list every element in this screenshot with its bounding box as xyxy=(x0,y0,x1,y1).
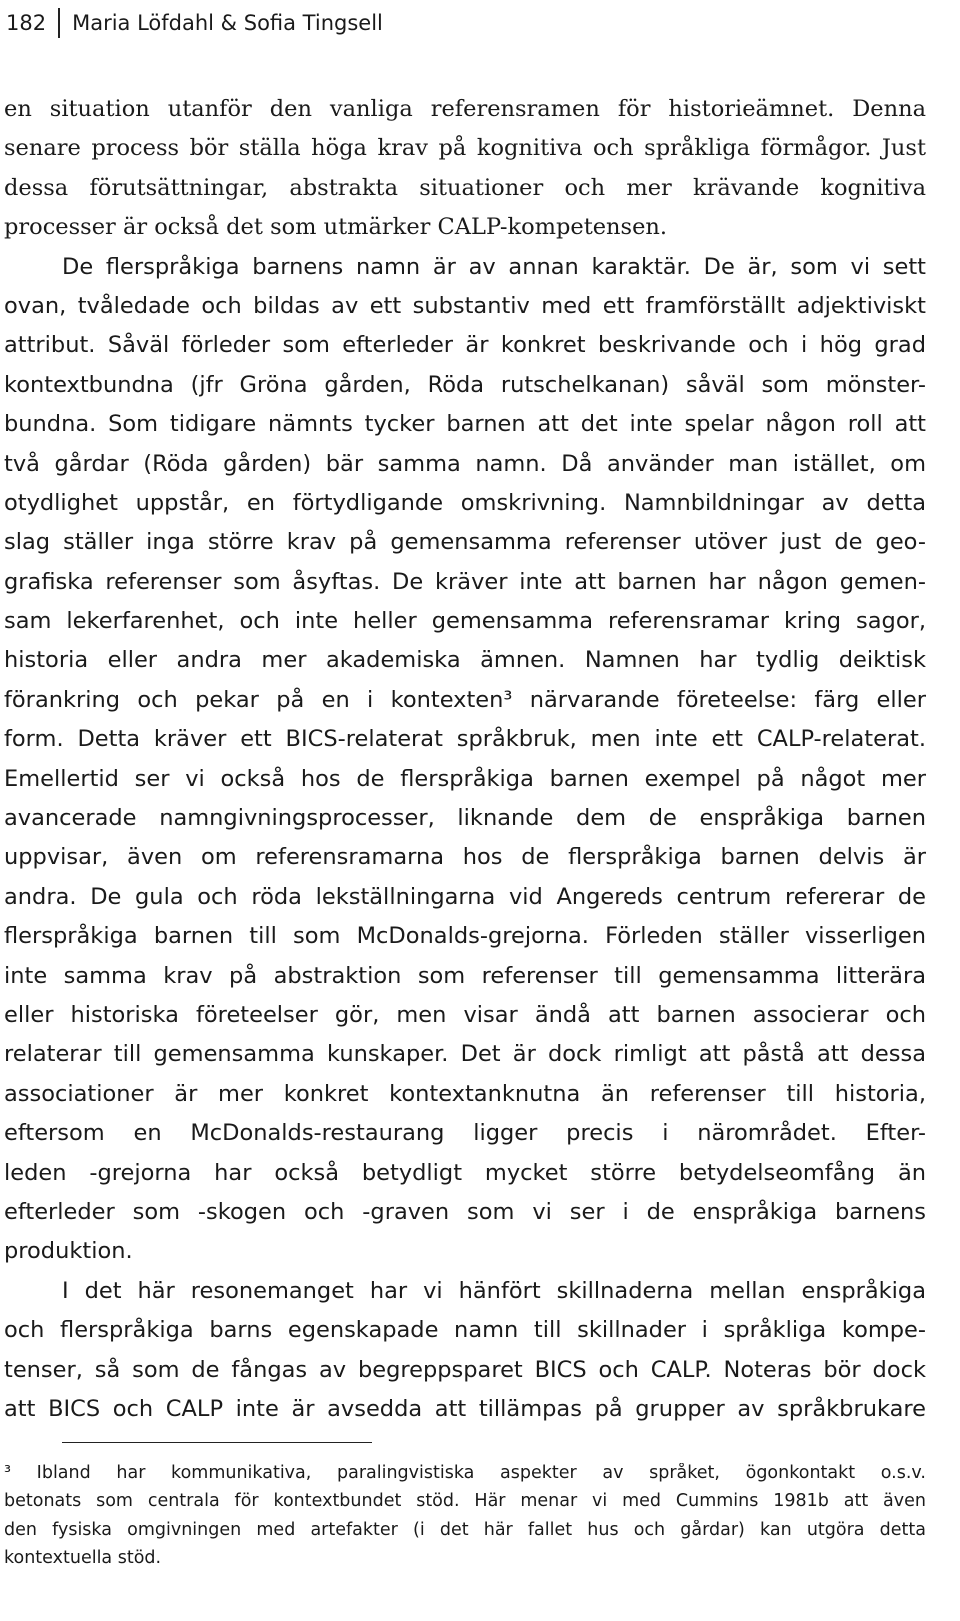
text-line: efterleder som -skogen och -graven som vi ser i de enspråkiga barnens xyxy=(4,1198,926,1225)
text-line: Emellertid ser vi också hos de flerspråkiga barnen exempel på något mer xyxy=(4,765,926,792)
text-line: dessa förutsättningar, abstrakta situationer och mer krävande kognitiva xyxy=(4,174,926,201)
footnote-line: den fysiska omgivningen med artefakter (i det här fallet hus och gårdar) kan utgöra detta xyxy=(4,1519,926,1540)
running-header xyxy=(6,6,383,40)
text-line: bundna. Som tidigare nämnts tycker barnen att det inte spelar någon roll att xyxy=(4,411,926,438)
text-line: eller historiska företeelser gör, men visar ändå att barnen associerar och xyxy=(4,1001,926,1028)
text-line: en situation utanför den vanliga referensramen för historieämnet. Denna xyxy=(4,96,926,122)
text-line: sam lekerfarenhet, och inte heller gemensamma referensramar kring sagor, xyxy=(4,608,926,635)
text-line: två gårdar (Röda gården) bär samma namn. Då använder man istället, om xyxy=(4,450,926,477)
text-line: avancerade namngivningsprocesser, liknande dem de enspråkiga barnen xyxy=(4,805,926,832)
text-line: att BICS och CALP inte är avsedda att tillämpas på grupper av språkbrukare xyxy=(4,1395,926,1422)
text-line: relaterar till gemensamma kunskaper. Det är dock rimligt att påstå att dessa xyxy=(4,1041,926,1068)
text-line: De flerspråkiga barnens namn är av annan karaktär. De är, som vi sett xyxy=(62,253,926,280)
text-line: andra. De gula och röda lekställningarna vid Angereds centrum refererar de xyxy=(4,883,926,910)
text-line: eftersom en McDonalds-restaurang ligger precis i närområdet. Efter- xyxy=(4,1120,926,1147)
text-line: senare process bör ställa höga krav på kognitiva och språkliga förmågor. Just xyxy=(4,135,926,162)
running-header-authors: Maria Löfdahl & Sofia Tingsell xyxy=(72,11,383,35)
text-line: processer är också det som utmärker CALP-kompetensen. xyxy=(4,214,668,241)
text-line: tenser, så som de fångas av begreppsparet BICS och CALP. Noteras bör dock xyxy=(4,1356,926,1383)
footnote-line: ³ Ibland har kommunikativa, paralingvistiska aspekter av språket, ögonkontakt o.s.v. xyxy=(4,1463,926,1483)
footnote xyxy=(4,1463,926,1576)
footnote-divider xyxy=(62,1442,372,1443)
text-line: I det här resonemanget har vi hänfört skillnaderna mellan enspråkiga xyxy=(62,1277,926,1304)
text-line: kontextbundna (jfr Gröna gården, Röda rutschelkanan) såväl som mönster- xyxy=(4,371,926,398)
text-line: inte samma krav på abstraktion som referenser till gemensamma litterära xyxy=(4,962,926,989)
text-line: associationer är mer konkret kontextanknutna än referenser till historia, xyxy=(4,1080,926,1107)
text-line: uppvisar, även om referensramarna hos de flerspråkiga barnen delvis är xyxy=(4,844,926,871)
text-line: leden -grejorna har också betydligt mycket större betydelseomfång än xyxy=(4,1159,926,1186)
text-line: historia eller andra mer akademiska ämnen. Namnen har tydlig deiktisk xyxy=(4,647,926,674)
text-line: attribut. Såväl förleder som efterleder är konkret beskrivande och i hög grad xyxy=(4,332,926,359)
footnote-line: kontextuella stöd. xyxy=(4,1547,162,1568)
text-line: produktion. xyxy=(4,1238,133,1265)
footnote-line: betonats som centrala för kontextbundet stöd. Här menar vi med Cummins 1981b att även xyxy=(4,1491,926,1512)
body-text xyxy=(4,96,926,1435)
text-line: slag ställer inga större krav på gemensamma referenser utöver just de geo- xyxy=(4,529,926,556)
text-line: otydlighet uppstår, en förtydligande omskrivning. Namnbildningar av detta xyxy=(4,489,926,516)
page-number: 182 xyxy=(6,8,60,38)
text-line: förankring och pekar på en i kontexten³ närvarande företeelse: färg eller xyxy=(4,686,926,713)
text-line: form. Detta kräver ett BICS-relaterat språkbruk, men inte ett CALP-relaterat. xyxy=(4,726,926,753)
text-line: och flerspråkiga barns egenskapade namn till skillnader i språkliga kompe- xyxy=(4,1317,926,1344)
text-line: grafiska referenser som åsyftas. De kräver inte att barnen har någon gemen- xyxy=(4,568,926,595)
text-line: ovan, tvåledade och bildas av ett substantiv med ett framförställt adjektiviskt xyxy=(4,292,926,319)
text-line: flerspråkiga barnen till som McDonalds-grejorna. Förleden ställer visserligen xyxy=(4,923,926,950)
